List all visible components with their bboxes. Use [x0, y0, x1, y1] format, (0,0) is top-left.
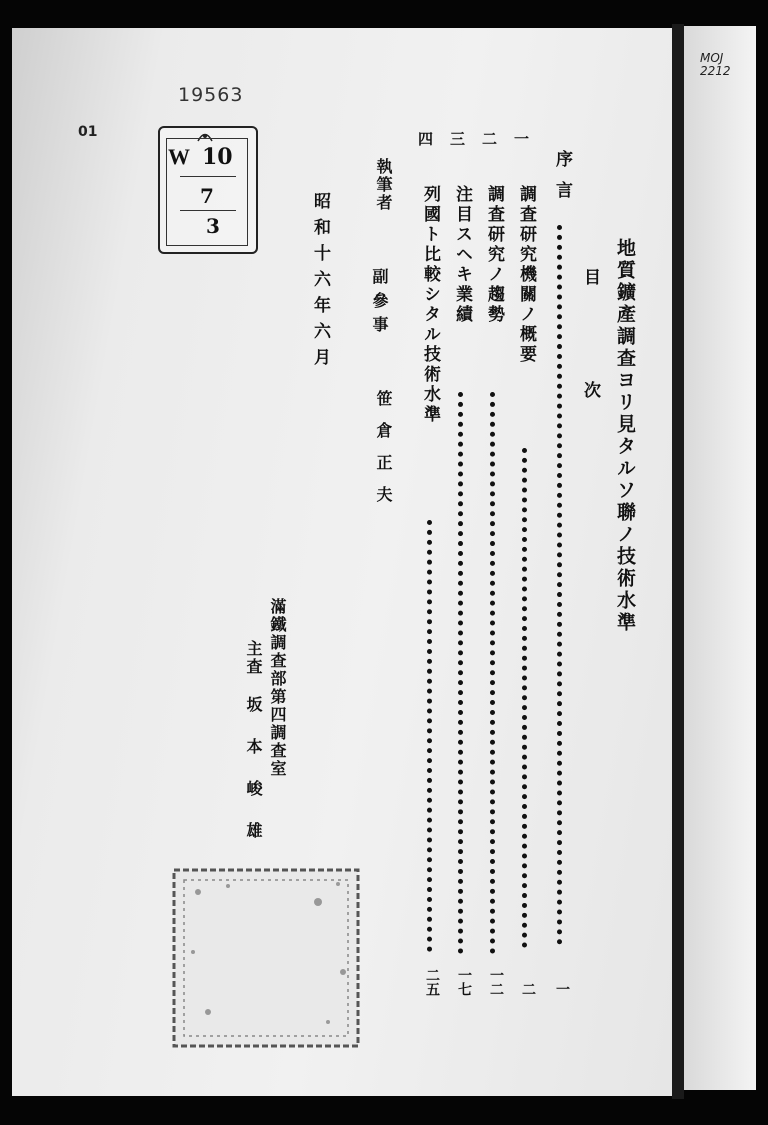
- chief-label: 主査: [244, 640, 263, 676]
- stamp-number-2: 7: [200, 184, 214, 208]
- contents-heading: 目次: [580, 268, 600, 494]
- document-title: 地質鑛產調查ヨリ見タルソ聯ノ技術水準: [614, 238, 636, 634]
- page-edge: [684, 26, 756, 1090]
- toc-number: 二: [482, 130, 498, 148]
- toc-entry-notable-achievements: 注目スヘキ業績: [452, 185, 472, 325]
- library-stamp: [158, 126, 258, 254]
- toc-entry-research-trends: 調査研究ノ趨勢: [484, 185, 504, 325]
- book-spine: [672, 24, 684, 1099]
- toc-leader: [522, 448, 527, 948]
- toc-page-number: 二: [520, 982, 536, 996]
- author-title: 副參事: [370, 268, 389, 340]
- toc-number: 三: [450, 130, 466, 148]
- stamp-prefix: W: [168, 144, 190, 169]
- toc-leader: [458, 392, 463, 954]
- chief-name: 坂本峻雄: [244, 696, 263, 864]
- toc-page-number: 一七: [456, 968, 472, 996]
- author-name: 笹倉正夫: [374, 390, 393, 518]
- toc-entry-technical-level: 列國ト比較シタル技術水準: [420, 185, 440, 425]
- department-name: 滿鐵調查部第四調查室: [268, 598, 287, 778]
- serial-number: 19563: [178, 84, 244, 106]
- toc-leader: [490, 392, 495, 954]
- toc-entry-preface: 序言: [552, 150, 572, 212]
- publication-date: 昭和十六年六月: [310, 192, 330, 374]
- toc-page-number: 一: [554, 982, 570, 996]
- toc-page-number: 二五: [424, 968, 440, 996]
- stamp-rule: [180, 176, 236, 177]
- toc-number: 一: [514, 130, 530, 148]
- toc-leader: [427, 520, 432, 952]
- corner-marker: 01: [78, 124, 98, 140]
- toc-number: 四: [418, 130, 434, 148]
- author-label: 執筆者: [374, 158, 393, 212]
- toc-leader: [557, 225, 562, 945]
- stamp-number-3: 3: [206, 214, 220, 238]
- toc-entry-institutions: 調査研究機關ノ概要: [516, 185, 536, 365]
- stamp-number-1: 10: [202, 144, 233, 170]
- toc-page-number: 一二: [488, 968, 504, 996]
- stamp-rule: [180, 210, 236, 211]
- handwritten-note: MOJ 2212: [700, 51, 731, 78]
- faded-seal-icon: [168, 862, 364, 1052]
